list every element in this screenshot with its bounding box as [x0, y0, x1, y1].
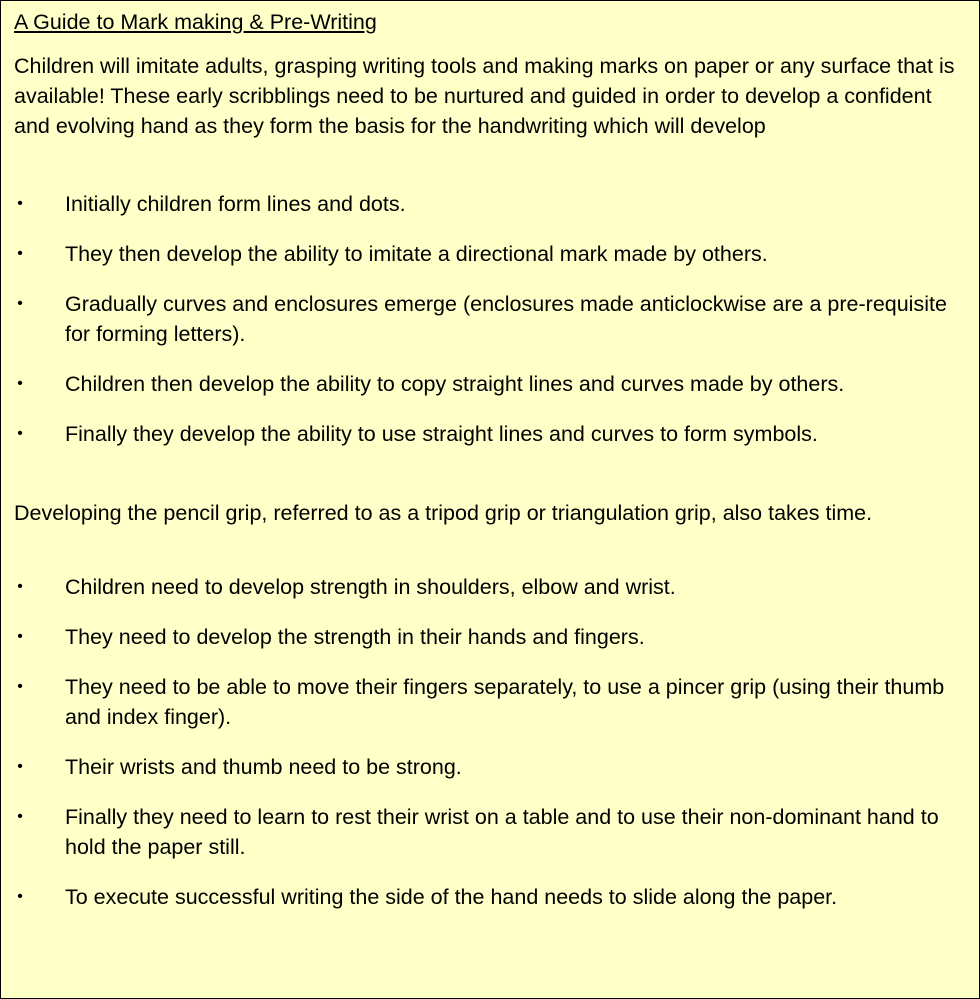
bullet-icon: • [17, 425, 23, 442]
list-item-text: Finally they develop the ability to use straight lines and curves to form symbols. [65, 422, 818, 446]
bullet-icon: • [17, 628, 23, 645]
list-item [1, 572, 979, 602]
list-item-text: They need to develop the strength in their hands and fingers. [65, 625, 645, 649]
list-item [1, 239, 979, 269]
bullet-icon: • [17, 578, 23, 595]
bullet-icon: • [17, 375, 23, 392]
bullet-icon: • [17, 808, 23, 825]
list-item [1, 189, 979, 219]
list-item [1, 369, 979, 399]
list-item [1, 419, 979, 449]
pencil-grip-list [1, 572, 979, 932]
intro-paragraph: Children will imitate adults, grasping writing tools and making marks on paper or any surface that is available! These early scribblings need to be nurtured and guided in order to develop a confident and evolving hand as they form the basis for the handwriting which will develop [14, 54, 955, 138]
list-item-text: Children then develop the ability to copy straight lines and curves made by others. [65, 372, 845, 396]
bullet-icon: • [17, 195, 23, 212]
bullet-icon: • [17, 758, 23, 775]
grip-paragraph: Developing the pencil grip, referred to as a tripod grip or triangulation grip, also takes time. [14, 501, 873, 525]
list-item [1, 802, 979, 862]
list-item [1, 622, 979, 652]
bullet-icon: • [17, 295, 23, 312]
bullet-icon: • [17, 678, 23, 695]
list-item-text: Gradually curves and enclosures emerge (enclosures made anticlockwise are a pre-requisite for forming letters). [65, 292, 947, 346]
document-title: A Guide to Mark making & Pre-Writing [14, 10, 377, 34]
list-item [1, 672, 979, 732]
list-item-text: To execute successful writing the side of the hand needs to slide along the paper. [65, 885, 838, 909]
list-item-text: Finally they need to learn to rest their wrist on a table and to use their non-dominant hand to hold the paper still. [65, 805, 939, 859]
list-item [1, 882, 979, 912]
list-item-text: They need to be able to move their fingers separately, to use a pincer grip (using their thumb and index finger). [65, 675, 945, 729]
list-item-text: Initially children form lines and dots. [65, 192, 406, 216]
bullet-icon: • [17, 888, 23, 905]
list-item-text: They then develop the ability to imitate a directional mark made by others. [65, 242, 768, 266]
list-item-text: Children need to develop strength in shoulders, elbow and wrist. [65, 575, 676, 599]
list-item [1, 289, 979, 349]
mark-making-list [1, 189, 979, 469]
list-item-text: Their wrists and thumb need to be strong. [65, 755, 462, 779]
list-item [1, 752, 979, 782]
bullet-icon: • [17, 245, 23, 262]
